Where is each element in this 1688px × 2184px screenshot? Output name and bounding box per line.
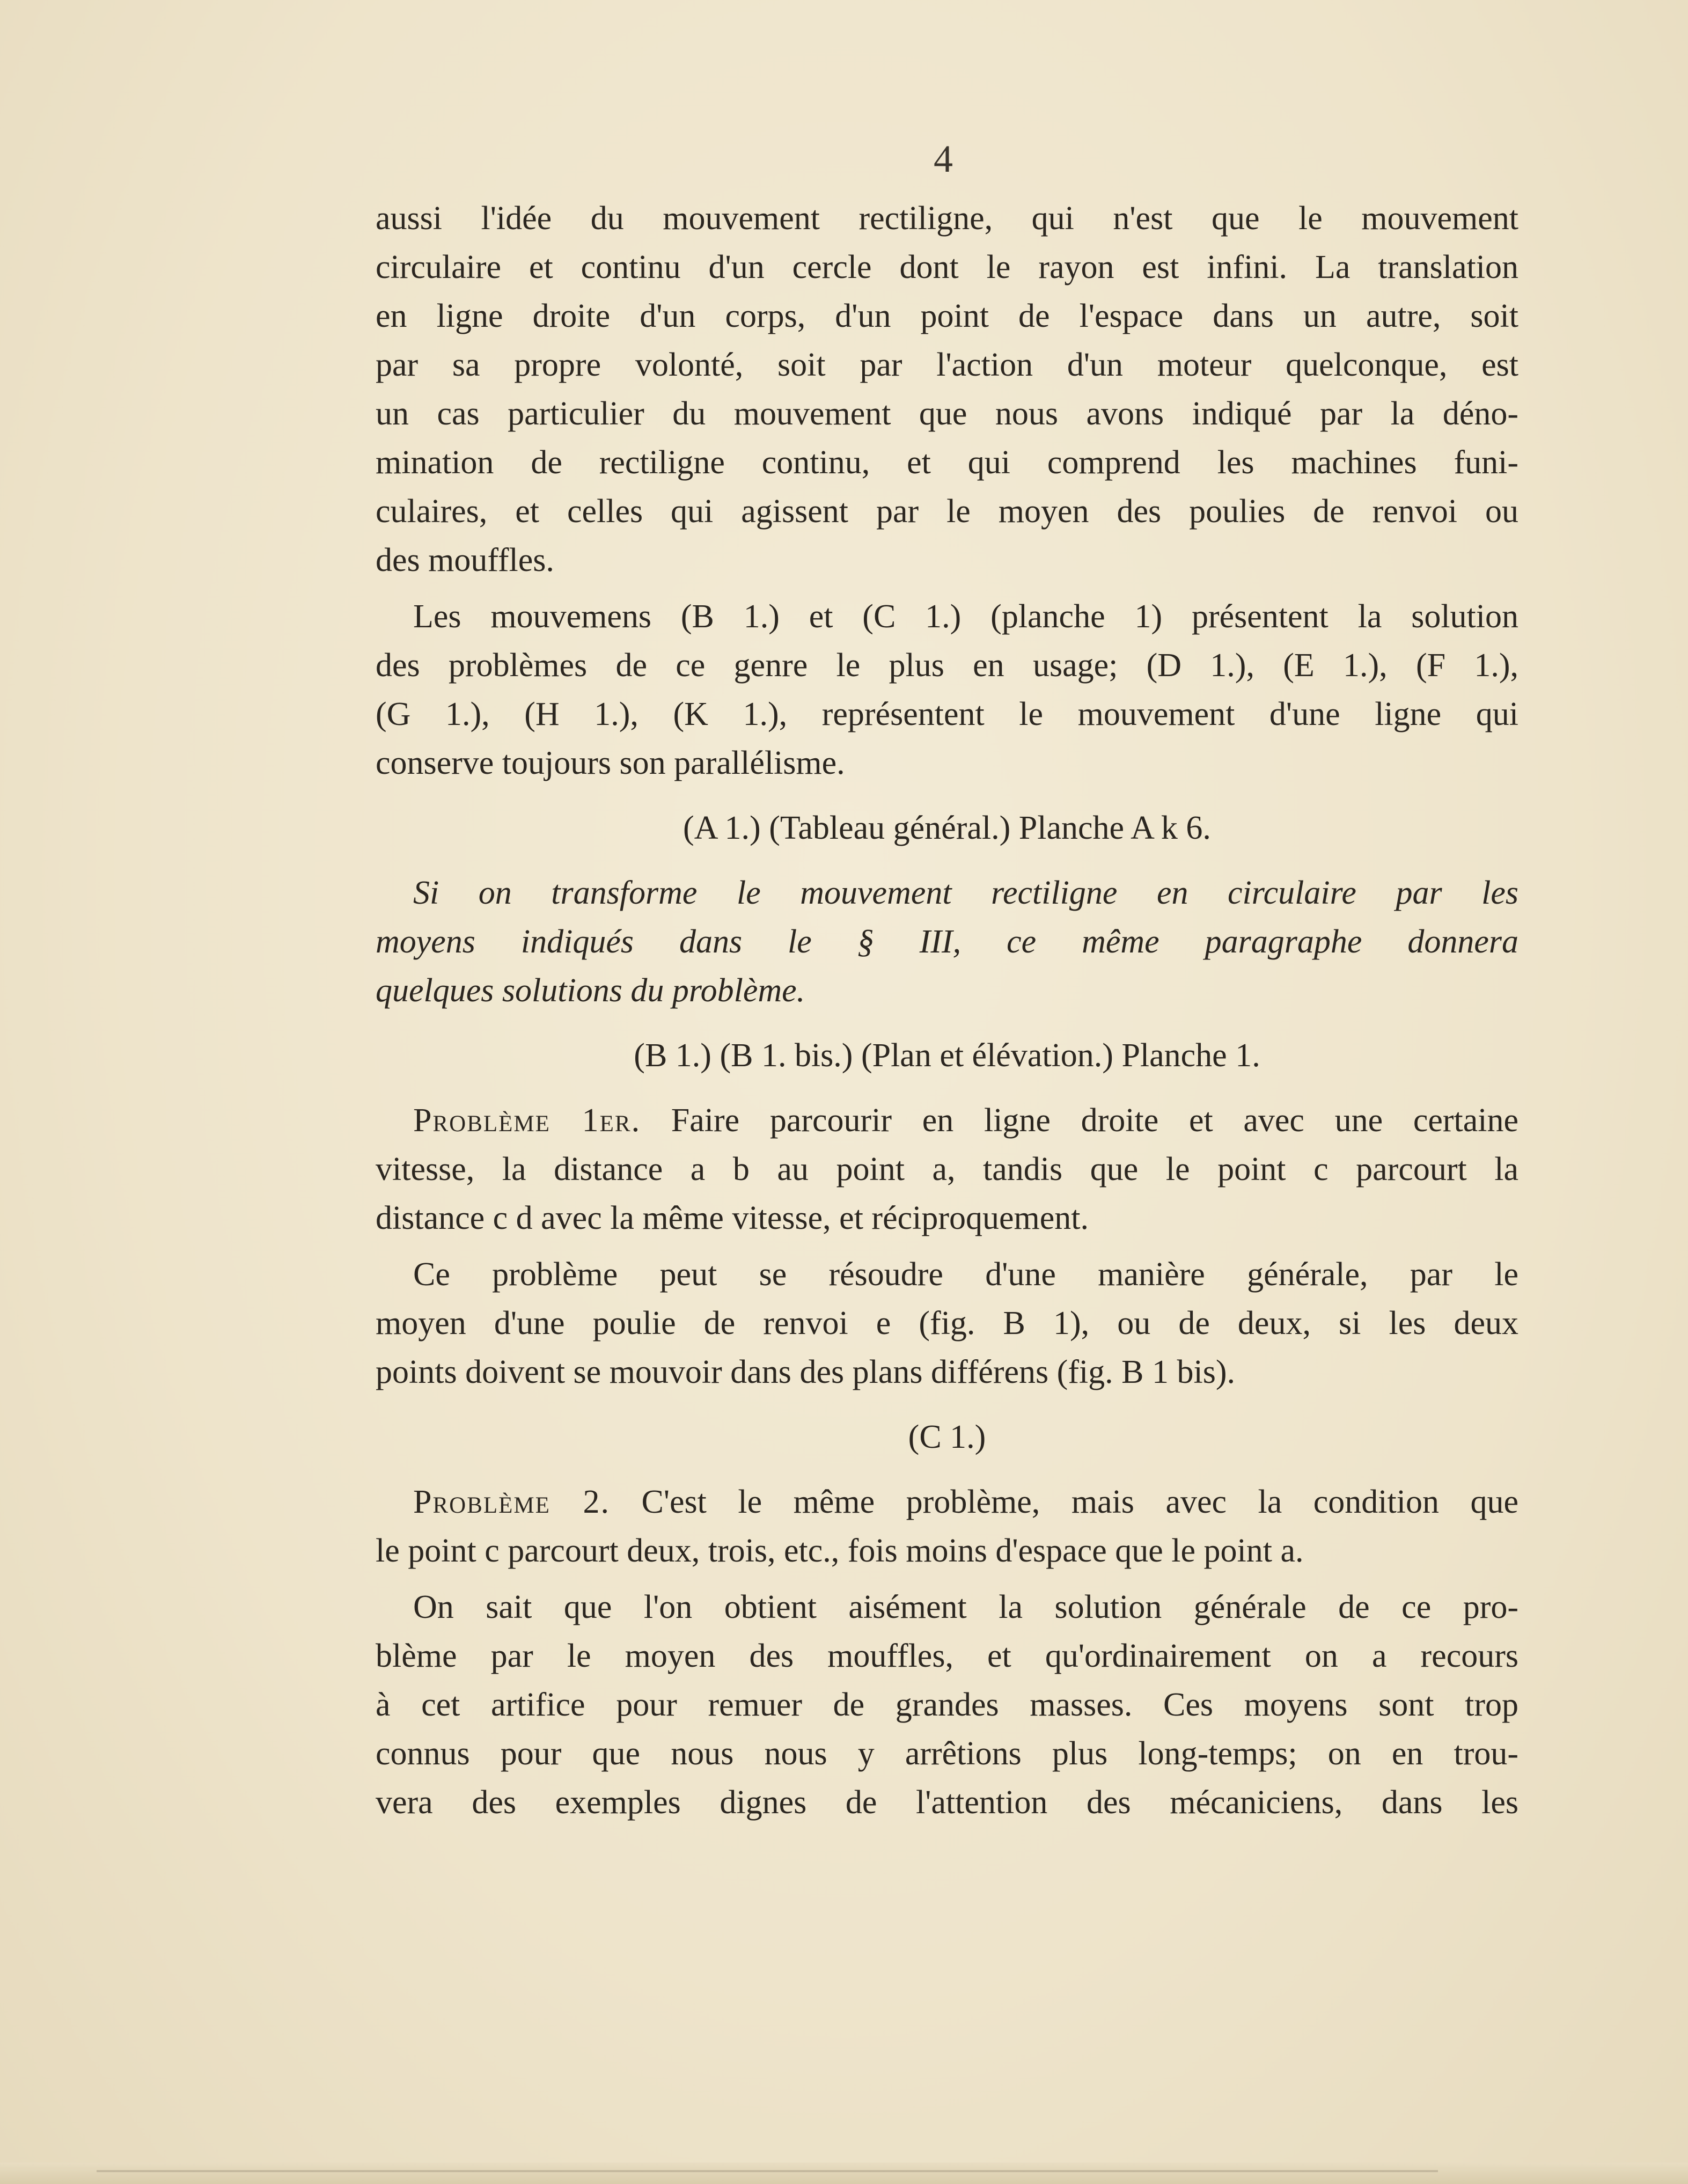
text-line: à cet artifice pour remuer de grandes masses. Ces moyens sont trop <box>376 1687 1518 1723</box>
paragraph-7 <box>376 1583 1518 1827</box>
paragraph-2 <box>376 592 1518 788</box>
text-line: circulaire et continu d'un cercle dont le rayon est infini. La translation <box>376 249 1518 285</box>
text-line: en ligne droite d'un corps, d'un point de l'espace dans un autre, soit <box>376 298 1518 334</box>
text-line: des problèmes de ce genre le plus en usage; (D 1.), (E 1.), (F 1.), <box>376 647 1518 684</box>
problem-label: Problème 2. <box>413 1484 610 1520</box>
text-line: moyen d'une poulie de renvoi e (fig. B 1), ou de deux, si les deux <box>376 1305 1518 1342</box>
text-line: aussi l'idée du mouvement rectiligne, qui n'est que le mouvement <box>376 200 1518 237</box>
text-line: points doivent se mouvoir dans des plans différens (fig. B 1 bis). <box>376 1354 1236 1390</box>
text-line: quelques solutions du problème. <box>376 972 805 1009</box>
section-heading: (C 1.) <box>908 1419 986 1455</box>
problem-label: Problème 1er. <box>413 1102 641 1139</box>
section-heading: (A 1.) (Tableau général.) Planche A k 6. <box>683 810 1211 846</box>
section-heading: (B 1.) (B 1. bis.) (Plan et élévation.) Planche 1. <box>634 1037 1260 1074</box>
text-line: culaires, et celles qui agissent par le moyen des poulies de renvoi ou <box>376 493 1518 530</box>
text-line: un cas particulier du mouvement que nous avons indiqué par la déno- <box>376 395 1518 432</box>
text-line: le point c parcourt deux, trois, etc., fois moins d'espace que le point a. <box>376 1533 1304 1569</box>
problem-text: C'est le même problème, mais avec la condition que <box>641 1484 1519 1520</box>
text-line: mination de rectiligne continu, et qui comprend les machines funi- <box>376 444 1518 481</box>
text-line <box>376 1096 1518 1145</box>
paragraph-1 <box>376 194 1518 585</box>
page-edge-mark <box>97 2170 1438 2172</box>
text-line: par sa propre volonté, soit par l'action d'un moteur quelconque, est <box>376 347 1518 383</box>
text-line: connus pour que nous nous y arrêtions plus long-temps; on en trou- <box>376 1735 1518 1772</box>
text-line: (G 1.), (H 1.), (K 1.), représentent le mouvement d'une ligne qui <box>376 696 1518 732</box>
paragraph-3 <box>376 869 1518 1015</box>
text-line <box>376 1478 1518 1527</box>
text-line: vitesse, la distance a b au point a, tandis que le point c parcourt la <box>376 1151 1518 1188</box>
text-line: distance c d avec la même vitesse, et réciproquement. <box>376 1200 1089 1236</box>
page-bottom-edge <box>0 2163 1688 2184</box>
text-line: Les mouvemens (B 1.) et (C 1.) (planche 1) présentent la solution <box>413 598 1518 635</box>
paragraph-4 <box>376 1096 1518 1243</box>
text-line: conserve toujours son parallélisme. <box>376 745 845 781</box>
page-number: 4 <box>934 137 953 180</box>
body-text <box>376 194 1518 1835</box>
problem-text: Faire parcourir en ligne droite et avec une certaine <box>671 1102 1519 1139</box>
paragraph-5 <box>376 1250 1518 1397</box>
text-line: Si on transforme le mouvement rectiligne en circulaire par les <box>413 875 1518 911</box>
text-line: moyens indiqués dans le § III, ce même paragraphe donnera <box>376 924 1518 960</box>
text-line: des mouffles. <box>376 542 554 578</box>
text-line: blème par le moyen des mouffles, et qu'ordinairement on a recours <box>376 1638 1518 1674</box>
text-line: Ce problème peut se résoudre d'une manière générale, par le <box>413 1256 1518 1293</box>
paragraph-6 <box>376 1478 1518 1575</box>
text-line: vera des exemples dignes de l'attention des mécaniciens, dans les <box>376 1784 1518 1821</box>
text-line: On sait que l'on obtient aisément la solution générale de ce pro- <box>413 1589 1518 1625</box>
